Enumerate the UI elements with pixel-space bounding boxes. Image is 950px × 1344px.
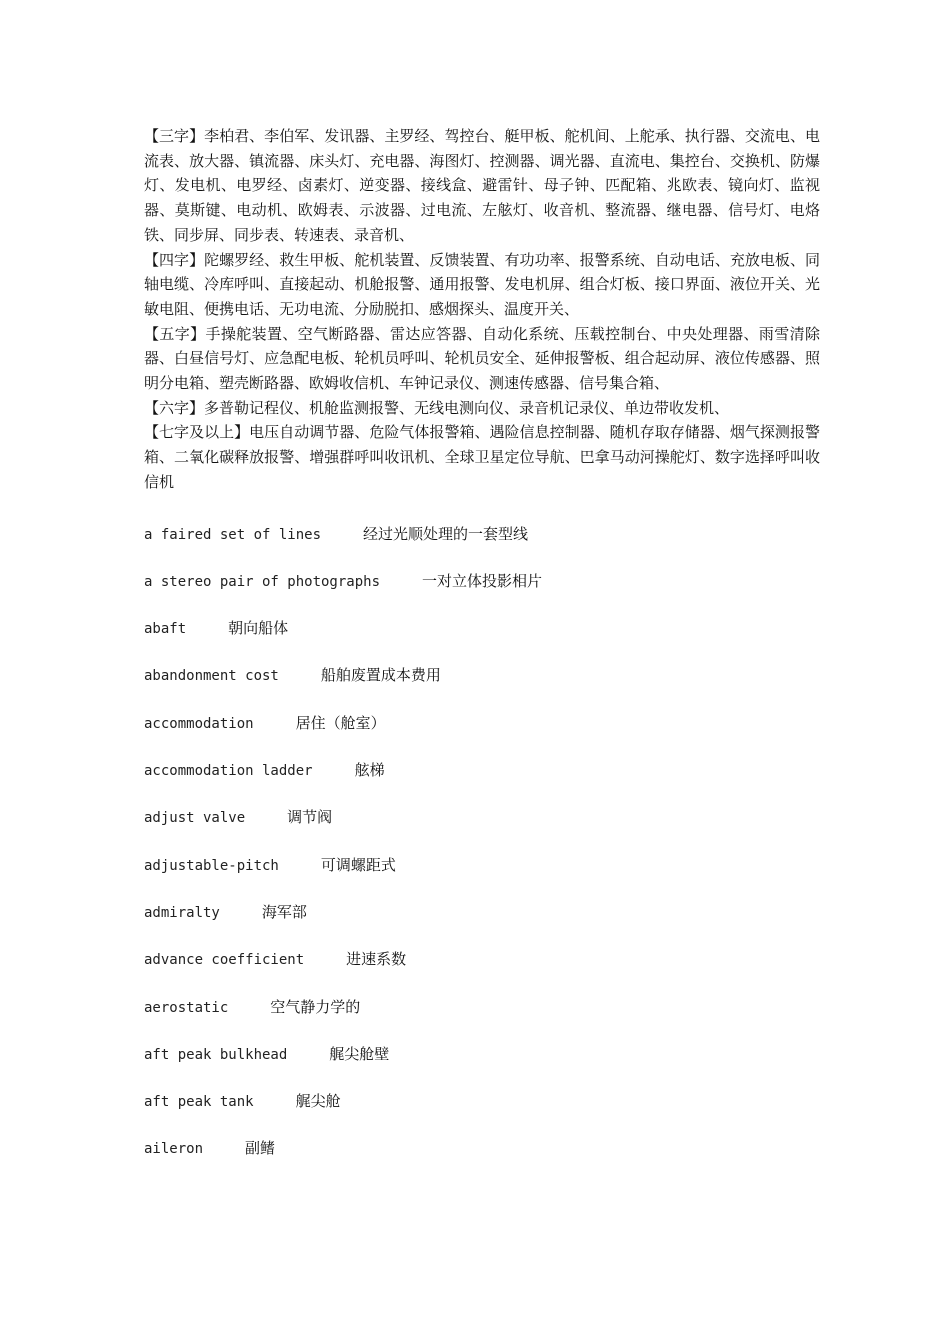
glossary-term: aileron (144, 1141, 204, 1158)
glossary-term: admiralty (144, 904, 220, 921)
glossary-entry (144, 854, 820, 901)
glossary-definition: 居住（舱室） (295, 713, 386, 732)
glossary-definition: 副鳍 (245, 1139, 276, 1158)
glossary-term: a stereo pair of photographs (144, 573, 381, 590)
glossary-entry (144, 948, 820, 995)
glossary-definition: 调节阀 (287, 808, 333, 827)
category-list (144, 124, 820, 495)
category-items: 多普勒记程仪、机舱监测报警、无线电测向仪、录音机记录仪、单边带收发机、 (204, 398, 730, 417)
glossary-term: abandonment cost (144, 668, 279, 685)
glossary-entry (144, 617, 820, 664)
category-items: 李柏君、李伯军、发讯器、主罗经、驾控台、艇甲板、舵机间、上舵承、执行器、交流电、电流表、放大器、镇流器、床头灯、充电器、海图灯、控测器、调光器、直流电、集控台、交换机、防爆灯、发电机、电罗经、卤素灯、逆变器、接线盒、避雷针、母子钟、匹配箱、兆欧表、镜向灯、监视器、莫斯键、电动机、欧姆表、示波器、过电流、左舷灯、收音机、整流器、继电器、信号灯、电烙铁、同步屏、同步表、转速表、录音机、 (144, 127, 820, 244)
glossary-term: aerostatic (144, 999, 229, 1016)
category-label: 【四字】 (144, 250, 205, 269)
glossary-entry (144, 1137, 820, 1184)
glossary-entry (144, 1043, 820, 1090)
category-paragraph (144, 396, 820, 421)
glossary-definition: 一对立体投影相片 (422, 571, 543, 590)
glossary-definition: 经过光顺处理的一套型线 (363, 524, 529, 543)
glossary-term: aft peak tank (144, 1094, 254, 1111)
glossary-definition: 可调螺距式 (320, 855, 396, 874)
glossary-entry (144, 523, 820, 570)
glossary-entry (144, 996, 820, 1043)
category-paragraph (144, 420, 820, 494)
glossary-definition: 艉尖舱 (295, 1092, 341, 1111)
glossary-definition: 船舶废置成本费用 (320, 666, 441, 685)
glossary-term: accommodation (144, 715, 254, 732)
category-items: 手操舵装置、空气断路器、雷达应答器、自动化系统、压载控制台、中央处理器、雨雪清除器、白昼信号灯、应急配电板、轮机员呼叫、轮机员安全、延伸报警板、组合起动屏、液位传感器、照明分电箱、塑壳断路器、欧姆收信机、车钟记录仪、测速传感器、信号集合箱、 (144, 324, 820, 393)
glossary-definition: 朝向船体 (228, 619, 289, 638)
glossary-entry (144, 806, 820, 853)
glossary-entry (144, 901, 820, 948)
category-label: 【五字】 (144, 324, 206, 343)
glossary-definition: 艉尖舱壁 (329, 1044, 390, 1063)
glossary-term: abaft (144, 621, 187, 638)
glossary-term: accommodation ladder (144, 763, 313, 780)
glossary-term: advance coefficient (144, 952, 305, 969)
glossary-definition: 进速系数 (346, 950, 407, 969)
glossary-list (144, 523, 820, 1185)
glossary-term: adjust valve (144, 810, 246, 827)
category-label: 【三字】 (144, 127, 205, 145)
category-label: 【七字及以上】 (144, 423, 250, 442)
category-items: 陀螺罗经、救生甲板、舵机装置、反馈装置、有功功率、报警系统、自动电话、充放电板、同轴电缆、冷库呼叫、直接起动、机舱报警、通用报警、发电机屏、组合灯板、接口界面、液位开关、光敏电阻、便携电话、无功电流、分励脱扣、感烟探头、温度开关、 (144, 250, 820, 318)
category-paragraph (144, 248, 820, 322)
category-label: 【六字】 (144, 398, 205, 417)
glossary-definition: 空气静力学的 (270, 997, 361, 1016)
glossary-term: adjustable-pitch (144, 857, 279, 874)
glossary-definition: 舷梯 (354, 761, 385, 780)
glossary-entry (144, 1090, 820, 1137)
glossary-entry (144, 712, 820, 759)
document-page (144, 124, 820, 1185)
glossary-entry (144, 664, 820, 711)
glossary-term: aft peak bulkhead (144, 1046, 288, 1063)
glossary-entry (144, 570, 820, 617)
glossary-definition: 海军部 (261, 902, 307, 921)
glossary-term: a faired set of lines (144, 526, 322, 543)
category-paragraph (144, 124, 820, 248)
category-items: 电压自动调节器、危险气体报警箱、遇险信息控制器、随机存取存储器、烟气探测报警箱、二氧化碳释放报警、增强群呼叫收讯机、全球卫星定位导航、巴拿马动河操舵灯、数字选择呼叫收信机 (144, 423, 820, 491)
glossary-entry (144, 759, 820, 806)
category-paragraph (144, 322, 820, 396)
